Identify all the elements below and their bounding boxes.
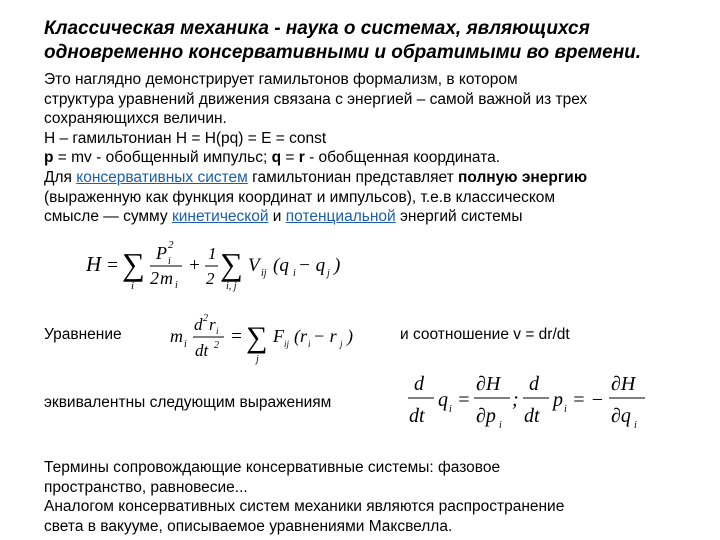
- r-arg-open: (r: [294, 326, 307, 346]
- relation-label: и соотношение v = dr/dt: [400, 326, 570, 343]
- newton-equation: [170, 310, 370, 368]
- v-arg-index-1: i: [293, 268, 296, 279]
- q-var: q: [438, 389, 448, 411]
- text-and: и: [268, 208, 286, 226]
- v-arg-index-2: j: [327, 268, 330, 279]
- r-numerator: r: [209, 315, 216, 334]
- q-var-index: i: [449, 404, 452, 415]
- title-line-2: одновременно консервативными и обратимыми во времени.: [44, 42, 642, 63]
- sum-sign: ∑: [122, 246, 145, 282]
- half-numerator: 1: [208, 244, 217, 263]
- mass-symbol: m: [170, 326, 183, 346]
- r-arg-close: ): [347, 326, 353, 346]
- r-arg-index-1: i: [308, 339, 311, 349]
- semicolon: ;: [512, 389, 519, 411]
- r-symbol: r: [298, 149, 305, 167]
- closing-line-2: пространство, равновесие...: [44, 478, 248, 496]
- d-top-1: d: [414, 373, 424, 395]
- closing-paragraph: [44, 458, 704, 536]
- sum-index-2: i, j: [226, 281, 237, 292]
- closing-line-1: Термины сопровождающие консервативные системы: фазовое: [44, 459, 501, 476]
- text-mid: гамильтониан представляет: [247, 168, 459, 186]
- hamilton-equations: [408, 368, 678, 440]
- dt-bottom-2: dt: [524, 405, 540, 427]
- equivalent-label: эквивалентны следующим выражениям: [44, 394, 332, 411]
- q-symbol: q: [271, 149, 282, 167]
- equals-sign: =: [106, 255, 119, 276]
- sum-sign-2: ∑: [220, 246, 243, 282]
- d-exponent: 2: [203, 313, 208, 324]
- text-suffix: энергий системы: [395, 208, 523, 226]
- p-symbol: p: [44, 149, 54, 167]
- r-index: i: [216, 326, 219, 336]
- dh-top-2: ∂H: [611, 373, 636, 395]
- denominator-two: 2: [150, 268, 159, 288]
- q-definition: - обобщенная координата.: [304, 149, 501, 167]
- v-arg-close: ): [334, 255, 341, 276]
- intro-line-1: Это наглядно демонстрирует гамильтонов формализм, в котором: [44, 71, 518, 88]
- text-prefix: Для: [44, 168, 77, 186]
- intro-line-3: сохраняющихся величин.: [44, 110, 227, 128]
- hamiltonian-formula: [86, 240, 356, 292]
- d-numerator: d: [194, 315, 203, 334]
- intro-paragraph: [44, 70, 704, 227]
- v-arg-open: (q: [273, 255, 289, 276]
- denominator-m: m: [160, 268, 173, 288]
- equals-minus: = −: [572, 389, 604, 411]
- intro-line-2: структура уравнений движения связана с энергией – самой важной из трех: [44, 90, 588, 108]
- r-arg-index-2: j: [340, 339, 343, 349]
- p-exponent: 2: [168, 240, 174, 251]
- dq-bottom: ∂q: [611, 405, 631, 427]
- v-index: ij: [261, 268, 267, 279]
- slide-title: [44, 17, 704, 65]
- closing-line-3: Аналогом консервативных систем механики являются распространение: [44, 498, 565, 516]
- kinetic-link[interactable]: кинетической: [171, 208, 269, 226]
- closing-line-4: света в вакууме, описываемое уравнениями Максвелла.: [44, 517, 453, 535]
- dh-top-1: ∂H: [476, 373, 501, 395]
- p-definition: = mv - обобщенный импульс;: [53, 149, 272, 167]
- equals-sign-3: =: [457, 389, 471, 411]
- dt-denominator: dt: [195, 341, 209, 360]
- conservative-line-2: (выраженную как функция координат и импульсов), т.е.в классическом: [44, 188, 556, 206]
- dp-index: i: [499, 420, 502, 431]
- conservative-line-1: [44, 168, 704, 188]
- r-arg-minus: − r: [313, 326, 337, 346]
- title-line-1: Классическая механика - наука о системах, являющихся: [44, 18, 590, 39]
- force-index: ij: [284, 339, 290, 349]
- sum-index-3: j: [256, 354, 259, 365]
- equals: =: [281, 149, 299, 167]
- dp-bottom: ∂p: [476, 405, 496, 427]
- equation-label: Уравнение: [44, 326, 122, 343]
- p-var: p: [553, 389, 563, 411]
- m-index: i: [175, 280, 178, 291]
- v-symbol: V: [248, 255, 260, 276]
- potential-link[interactable]: потенциальной: [285, 208, 396, 226]
- sum-sign-3: ∑: [246, 321, 268, 354]
- d-top-2: d: [529, 373, 539, 395]
- sum-index: i: [131, 280, 135, 292]
- dt-bottom-1: dt: [409, 405, 425, 427]
- p-var-index: i: [564, 404, 567, 415]
- conservative-line-3: [44, 207, 704, 227]
- p-numerator: P: [156, 243, 167, 263]
- v-arg-minus: − q: [298, 255, 326, 276]
- plus-sign: +: [188, 255, 201, 276]
- mass-index: i: [184, 339, 187, 350]
- equals-sign-2: =: [230, 326, 243, 347]
- conservative-systems-link[interactable]: консервативных систем: [76, 168, 248, 186]
- text-prefix-2: смысле — сумму: [44, 208, 172, 226]
- dt-exponent: 2: [214, 340, 219, 351]
- half-denominator: 2: [206, 269, 215, 288]
- total-energy-bold: полную энергию: [458, 168, 588, 186]
- p-index: i: [168, 256, 171, 267]
- dq-index: i: [634, 420, 637, 431]
- force-symbol: F: [273, 326, 284, 346]
- h-symbol: H: [86, 252, 102, 276]
- momentum-line: [44, 148, 704, 168]
- hamiltonian-line: H – гамильтониан H = H(pq) = E = const: [44, 129, 327, 147]
